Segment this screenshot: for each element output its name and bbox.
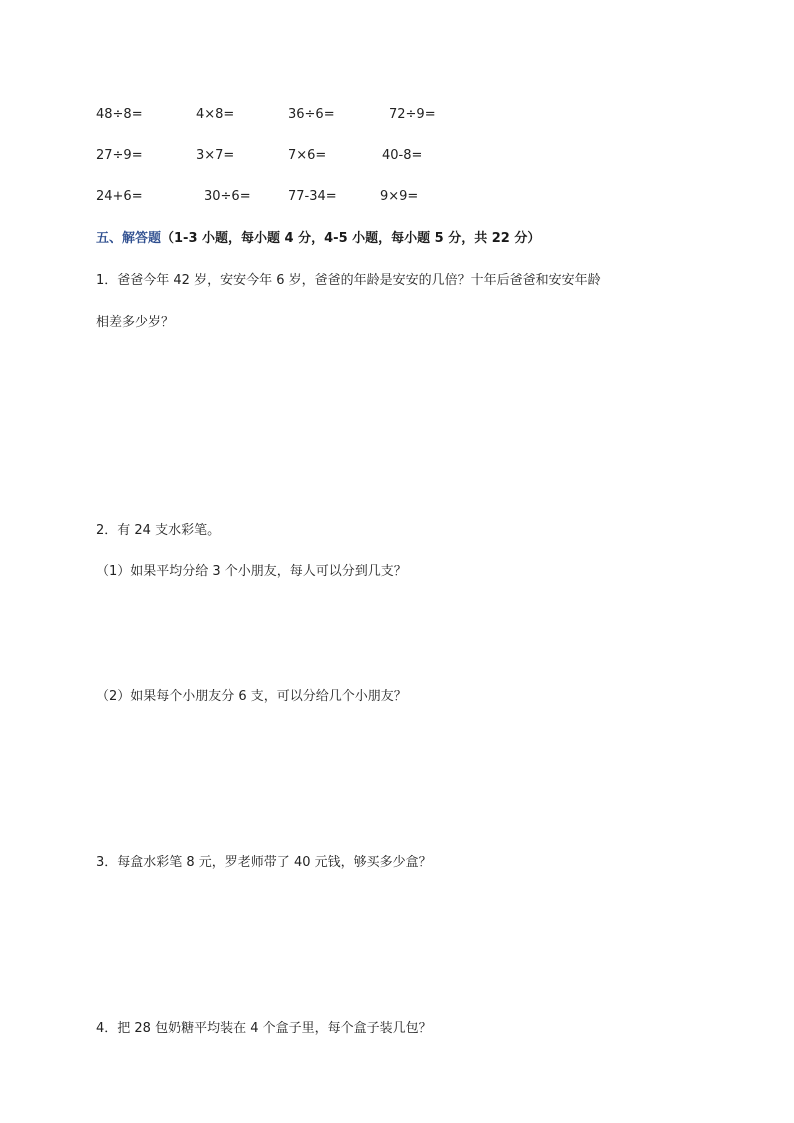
arith-item: 40-8=	[382, 148, 423, 163]
arith-item: 30÷6=	[204, 189, 251, 204]
question-1-line-2: 相差多少岁？	[96, 315, 175, 330]
arith-item: 77-34=	[288, 189, 337, 204]
arith-item: 3×7=	[196, 148, 235, 163]
arith-item: 48÷8=	[96, 107, 143, 122]
question-2-part-1: （1）如果平均分给 3 个小朋友，每人可以分到几支？	[96, 564, 407, 579]
section-heading	[96, 230, 540, 248]
section-instructions: （1-3 小题，每小题 4 分，4-5 小题，每小题 5 分，共 22 分）	[161, 231, 541, 246]
arith-item: 24+6=	[96, 189, 143, 204]
section-number: 五、解答题	[96, 231, 162, 246]
arith-item: 27÷9=	[96, 148, 143, 163]
question-2-part-2: （2）如果每个小朋友分 6 支，可以分给几个小朋友？	[96, 689, 407, 704]
arith-item: 4×8=	[196, 107, 235, 122]
arith-item: 72÷9=	[389, 107, 436, 122]
question-1-line-1: 1．爸爸今年 42 岁，安安今年 6 岁，爸爸的年龄是安安的几倍？十年后爸爸和安安年龄	[96, 273, 601, 288]
question-4: 4．把 28 包奶糖平均装在 4 个盒子里，每个盒子装几包？	[96, 1021, 432, 1036]
question-2-intro: 2．有 24 支水彩笔。	[96, 523, 221, 538]
arith-item: 7×6=	[288, 148, 327, 163]
arith-item: 9×9=	[380, 189, 419, 204]
question-3: 3．每盒水彩笔 8 元，罗老师带了 40 元钱，够买多少盒？	[96, 855, 432, 870]
arith-item: 36÷6=	[288, 107, 335, 122]
